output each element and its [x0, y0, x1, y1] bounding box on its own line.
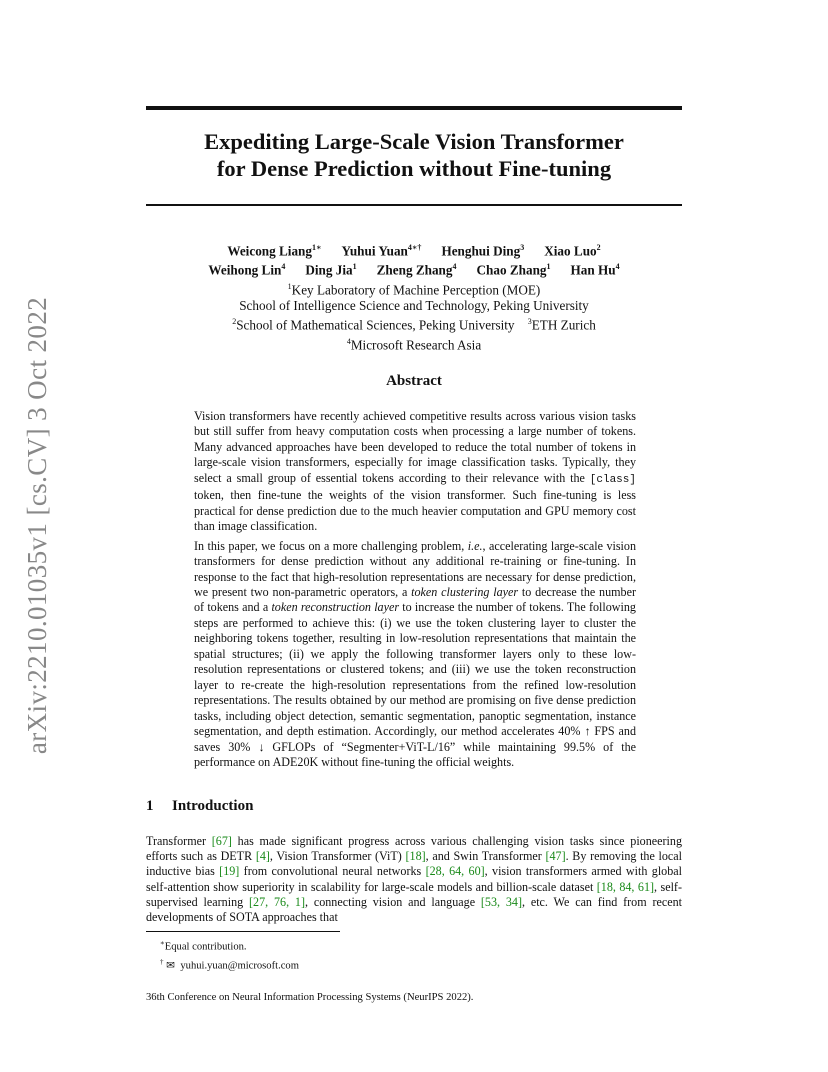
title-line-1: Expediting Large-Scale Vision Transformer: [204, 129, 624, 154]
token-reconstruction-term: token reconstruction layer: [271, 600, 400, 615]
abstract-heading: Abstract: [386, 373, 442, 389]
intro-text: , Vision Transformer (ViT): [269, 849, 406, 864]
token-clustering-term: token clustering layer: [411, 584, 519, 599]
author-name: Chao Zhang: [476, 262, 547, 278]
venue-note: 36th Conference on Neural Information Processing Systems (NeurIPS 2022).: [146, 992, 474, 1003]
abstract-p2-text-a: In this paper, we focus on a more challenging problem,: [194, 538, 468, 553]
affiliation-1: $^1$Key Laboratory of Machine Perception (MOE): [287, 281, 541, 298]
author-block: [146, 240, 682, 353]
citation-link[interactable]: [28, 64, 60]: [425, 864, 485, 879]
author-name: Weihong Lin: [208, 262, 282, 278]
author-affiliation-mark: 1: [352, 262, 357, 272]
section-number: 1: [146, 798, 154, 814]
affiliation-3-text: ETH Zurich: [531, 317, 596, 333]
footnote-rule: [146, 931, 340, 932]
citation-link[interactable]: [4]: [255, 849, 270, 864]
intro-text: , etc. We can find from recent developments of SOTA approaches that: [146, 894, 682, 925]
intro-text: , vision transformers armed with global self-attention show superiority in scalability for large-scale models and billion-scale dataset: [146, 864, 683, 894]
author-0: [227, 240, 321, 259]
author-affiliation-mark: 1∗: [312, 243, 322, 252]
footnote-1-text: Equal contribution.: [164, 941, 247, 953]
citation-link[interactable]: [19]: [219, 864, 240, 879]
author-5: [305, 259, 356, 278]
abstract-p2-text-c: to decrease the number of tokens and a: [194, 584, 636, 615]
paper-title: [146, 128, 682, 182]
author-affiliation-mark: 4∗†: [407, 243, 422, 252]
author-8: [571, 259, 620, 278]
author-affiliation-mark: 4: [281, 262, 286, 272]
abstract-paragraph-1: [194, 409, 636, 535]
title-line-2: for Dense Prediction without Fine-tuning: [216, 156, 612, 181]
abstract-p2-text-d: to increase the number of tokens. The following steps are performed to achieve this: (i) we use the token clustering layer to cluster the neighboring tokens together, resulting in low-resolution representations that maintain the spatial structures; (ii) we apply the following transformer layers only to these low-resolution representations or clustered tokens; and (iii) we use the token reconstruction layer to re-create the high-resolution representations from the refined low-resolution representations. The results obtained by our method are promising on five dense prediction tasks, including object detection, semantic segmentation, panoptic segmentation, instance segmentation, and depth estimation. Accordingly, our method accelerates 40% ↑ FPS and saves 30% ↓ GFLOPs of “Segmenter+ViT-L/16” while maintaining 99.5% of the performance on ADE20K without fine-tuning the official weights.: [194, 600, 636, 769]
footnotes: [160, 936, 299, 973]
footnote-2-mark: †: [160, 957, 164, 966]
citation-link[interactable]: [47]: [545, 849, 566, 864]
author-2: [441, 240, 524, 259]
author-6: [377, 259, 457, 278]
author-name: Yuhui Yuan: [341, 243, 408, 259]
affiliation-4: $^4$Microsoft Research Asia: [346, 336, 482, 352]
footnote-1-mark: ∗: [160, 939, 165, 947]
introduction-paragraph: [146, 834, 682, 925]
affiliation-2-3: $^2$School of Mathematical Sciences, Peking University $^3$ETH Zurich: [232, 317, 596, 333]
intro-text: has made significant progress across various challenging vision tasks since pioneering efforts such as DETR: [146, 834, 682, 864]
author-affiliation-mark: 1: [546, 262, 551, 272]
footnote-equal-contribution: [160, 936, 299, 955]
author-name: Xiao Luo: [544, 243, 597, 259]
author-3: [544, 240, 600, 259]
author-name: Han Hu: [570, 262, 616, 278]
title-bottom-rule: [146, 204, 682, 206]
author-name: Henghui Ding: [441, 243, 521, 259]
introduction-body: [146, 834, 682, 925]
author-email[interactable]: yuhui.yuan@microsoft.com: [180, 960, 299, 972]
author-4: [208, 259, 285, 278]
abstract-paragraph-2: [194, 539, 636, 771]
author-name: Weicong Liang: [227, 243, 312, 259]
envelope-icon: ✉: [166, 960, 176, 972]
intro-text: , self-supervised learning: [146, 879, 682, 909]
citation-link[interactable]: [53, 34]: [480, 894, 522, 909]
author-affiliation-mark: 4: [615, 262, 620, 272]
citation-link[interactable]: [27, 76, 1]: [249, 894, 305, 909]
author-1: [342, 240, 422, 259]
citation-link[interactable]: [18]: [405, 849, 426, 864]
footnote-email: [160, 955, 299, 974]
author-affiliation-mark: 3: [520, 243, 525, 252]
section-heading-introduction: [146, 798, 253, 815]
abstract-p2-text-b: , accelerating large-scale vision transformers for dense prediction without any additional re-training or fine-tuning. In response to the fact that high-resolution representations are necessary for dense prediction, we present two non-parametric operators, a: [194, 538, 637, 599]
abstract-p1-text-b: token, then fine-tune the weights of the vision transformer. Such fine-tuning is less practical for dense prediction due to the much heavier computation and GPU memory cost than image classification.: [194, 488, 636, 534]
author-row-1: [146, 240, 682, 259]
title-top-rule: [146, 106, 682, 110]
arxiv-id: arXiv:2210.01035v1 [cs.CV] 3 Oct 2022: [22, 296, 53, 754]
affiliation-1-line2: School of Intelligence Science and Technology, Peking University: [239, 298, 589, 314]
intro-text: . By removing the local inductive bias: [146, 849, 683, 879]
author-row-2: [146, 259, 682, 278]
intro-text: , and Swin Transformer: [425, 849, 546, 864]
abstract-p1-text-a: Vision transformers have recently achieved competitive results across various vision tasks but still suffer from heavy computation costs when processing a large number of tokens. Many advanced approaches have been developed to reduce the total number of tokens in large-scale vision transformers, especially for image classification tasks. Typically, they select a small group of essential tokens according to their relevance with the: [194, 409, 636, 485]
intro-text: from convolutional neural networks: [239, 864, 426, 879]
author-name: Ding Jia: [305, 262, 353, 278]
affiliation-2-text: School of Mathematical Sciences, Peking University: [236, 317, 515, 333]
affiliation-1-text: Key Laboratory of Machine Perception (MOE): [291, 282, 541, 298]
abstract-ie: i.e.: [467, 538, 483, 553]
citation-link[interactable]: [18, 84, 61]: [596, 879, 655, 894]
arxiv-sidebar: [18, 295, 58, 755]
author-name: Zheng Zhang: [376, 262, 453, 278]
author-affiliation-mark: 2: [596, 243, 601, 252]
author-affiliation-mark: 4: [452, 262, 457, 272]
intro-text: , connecting vision and language: [305, 894, 481, 909]
abstract-body: [194, 409, 636, 774]
section-title: Introduction: [172, 798, 254, 814]
affiliation-4-text: Microsoft Research Asia: [350, 336, 482, 352]
author-7: [477, 259, 551, 278]
intro-text: Transformer: [146, 834, 212, 848]
citation-link[interactable]: [67]: [211, 834, 232, 848]
class-token-code: [class]: [589, 473, 636, 486]
